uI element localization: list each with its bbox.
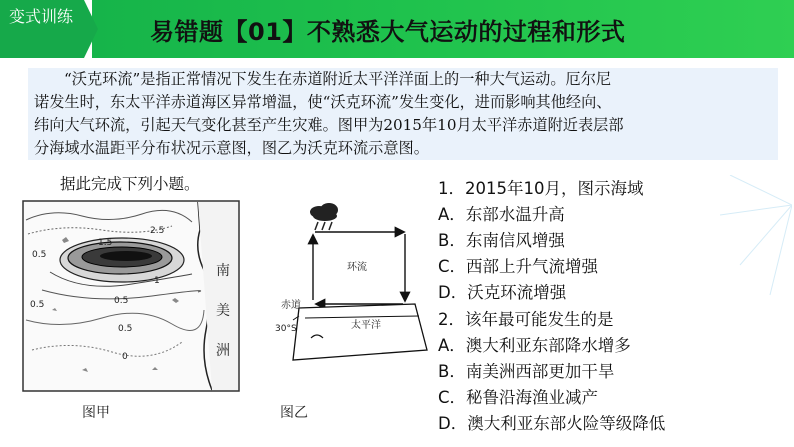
passage-line: 纬向大气环流，引起天气变化甚至产生灾难。图甲为2015年10月太平洋赤道附近表层部	[34, 116, 624, 134]
header	[0, 0, 794, 58]
question-1	[438, 176, 644, 306]
figure-b-caption: 图乙	[280, 405, 308, 421]
passage-line: 分海域水温距平分布状况示意图，图乙为沃克环流示意图。	[34, 139, 429, 157]
figure-a-caption: 图甲	[82, 405, 110, 421]
page-title: 易错题【01】不熟悉大气运动的过程和形式	[150, 18, 626, 46]
question-1-stem: 1．2015年10月，图示海域	[438, 179, 644, 198]
isoline-label: 0	[122, 352, 128, 362]
isoline-label: 0.5	[30, 300, 45, 310]
continent-label: 美	[216, 303, 230, 319]
equator-label: 赤道	[281, 300, 301, 311]
isoline-label: 2.5	[150, 226, 165, 236]
passage-line: “沃克环流”是指正常情况下发生在赤道附近太平洋洋面上的一种大气运动。厄尔尼	[64, 70, 612, 88]
question-1-option-d: D．沃克环流增强	[438, 283, 567, 302]
section-tag-arrow	[84, 0, 98, 58]
question-2-option-b: B．南美洲西部更加干旱	[438, 362, 615, 381]
question-2-option-c: C．秘鲁沿海渔业减产	[438, 388, 599, 407]
isoline-label: 0.5	[32, 250, 47, 260]
isoline-label: 1	[154, 276, 160, 286]
question-2-stem: 2．该年最可能发生的是	[438, 310, 614, 329]
ocean-label: 太平洋	[351, 320, 381, 331]
instruction-text: 据此完成下列小题。	[60, 175, 200, 193]
question-2-option-a: A．澳大利亚东部降水增多	[438, 336, 631, 355]
figure-a-svg	[22, 200, 240, 392]
figure-b-svg	[285, 200, 430, 400]
isoline-label: 1.5	[98, 238, 113, 248]
section-tag-label: 变式训练	[8, 7, 73, 26]
figure-b-diagram	[275, 200, 430, 400]
continent-label: 南	[216, 263, 230, 279]
continent-label: 洲	[216, 343, 230, 359]
question-2-option-d: D．澳大利亚东部火险等级降低	[438, 414, 666, 433]
isoline-label: 0.5	[118, 324, 133, 334]
latitude-label: 30°S	[275, 324, 297, 334]
passage-line: 诺发生时，东太平洋赤道海区异常增温，使“沃克环流”发生变化，进而影响其他经向、	[34, 93, 612, 111]
question-1-option-c: C．西部上升气流增强	[438, 257, 599, 276]
question-1-option-b: B．东南信风增强	[438, 231, 565, 250]
cloud-icon	[310, 203, 338, 230]
circulation-label: 环流	[347, 262, 367, 273]
question-2	[438, 307, 665, 437]
figure-a-map	[22, 200, 240, 392]
reading-passage	[28, 68, 778, 160]
question-1-option-a: A．东部水温升高	[438, 205, 565, 224]
isoline-label: 0.5	[114, 296, 129, 306]
decorative-sparkle	[720, 175, 792, 415]
